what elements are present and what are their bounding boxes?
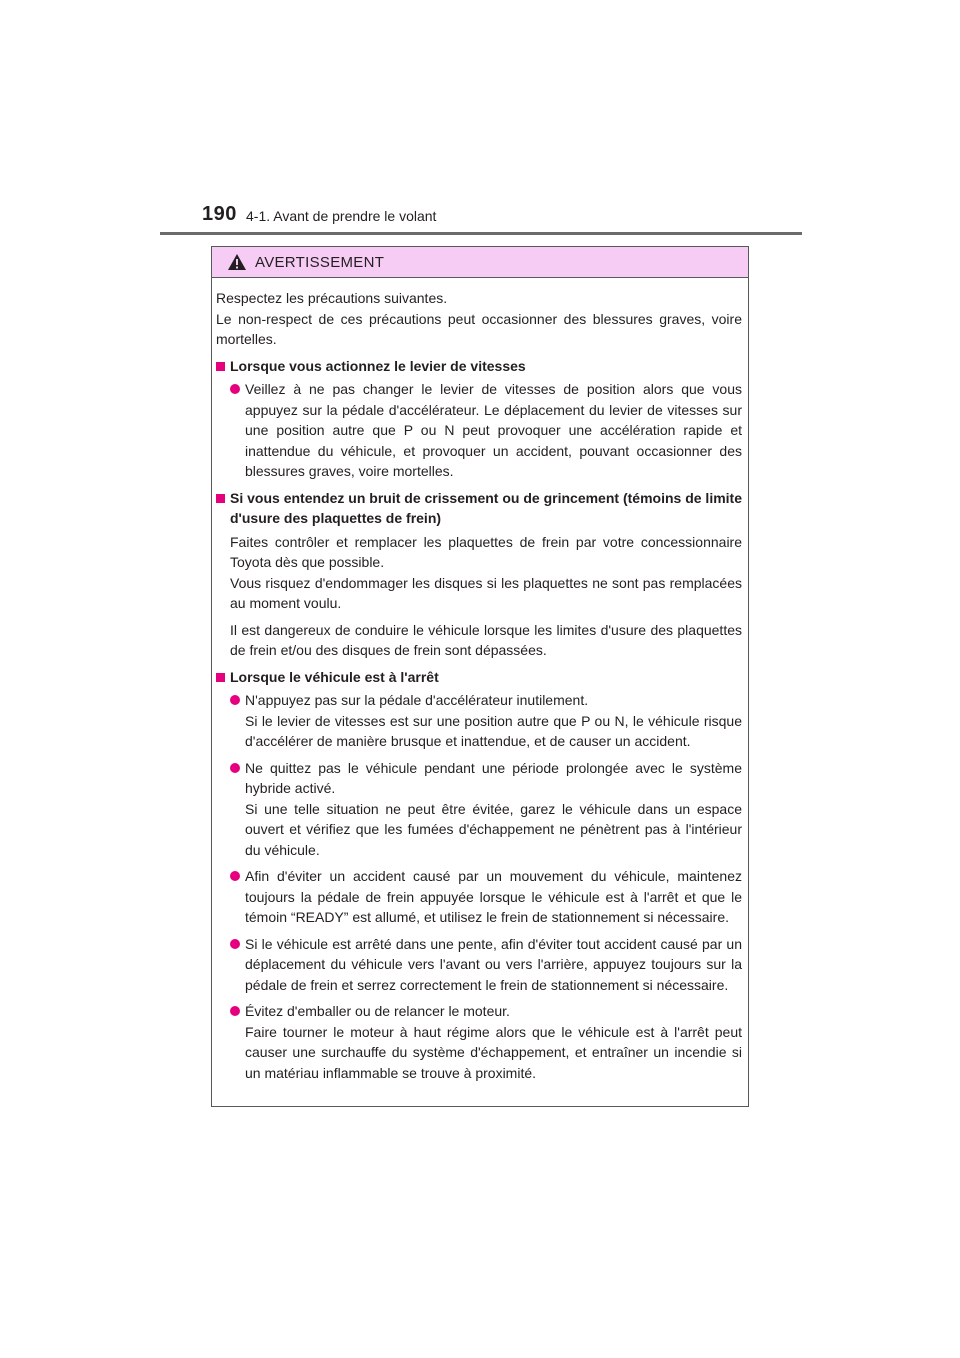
section-heading-text: Lorsque le véhicule est à l'arrêt — [230, 668, 439, 685]
warning-title: AVERTISSEMENT — [255, 253, 385, 271]
warning-intro-text: Respectez les précautions suivantes. Le non-respect de ces précautions peut occasionner des blessures graves, voire mortelles. — [216, 290, 742, 347]
list-item — [230, 866, 742, 928]
bullet-dot-icon — [230, 939, 240, 949]
section-heading-gear-lever — [216, 356, 742, 377]
section-heading-text: Lorsque vous actionnez le levier de vitesses — [230, 357, 526, 374]
bullet-dot-icon — [230, 384, 240, 394]
list-item — [230, 690, 742, 752]
list-item — [230, 934, 742, 996]
section-heading-text: Si vous entendez un bruit de crissement ou de grincement (témoins de limite d'usure des plaquettes de frein) — [230, 489, 742, 526]
bullet-dot-icon — [230, 763, 240, 773]
warning-intro — [216, 288, 742, 350]
header-rule — [160, 232, 802, 235]
bullet-dot-icon — [230, 871, 240, 881]
list-item — [230, 1001, 742, 1083]
list-item-text: Évitez d'emballer ou de relancer le moteur. Faire tourner le moteur à haut régime alors que le véhicule est à l'arrêt peut causer une surchauffe du système d'échappement, et entraîner un incendie si un matériau inflammable se trouve à proximité. — [245, 1003, 742, 1081]
warning-triangle-icon — [227, 253, 247, 271]
section-heading-vehicle-stopped — [216, 667, 742, 688]
list-item-text: Si le véhicule est arrêté dans une pente, afin d'éviter tout accident causé par un déplacement du véhicule vers l'avant ou vers l'arrière, appuyez toujours sur la pédale de frein et serrez correctement le frein de stationnement si nécessaire. — [245, 935, 742, 993]
bullet-dot-icon — [230, 1006, 240, 1016]
list-item-text: Veillez à ne pas changer le levier de vitesses de position alors que vous appuyez sur la pédale d'accélérateur. Le déplacement du levier de vitesses sur une position autre que P ou N peut provoquer une accélération rapide et inattendue du véhicule, et provoquer un accident, pouvant occasionner des blessures graves, voire mortelles. — [245, 381, 742, 479]
paragraph: Il est dangereux de conduire le véhicule lorsque les limites d'usure des plaquettes de frein et/ou des disques de frein sont dépassées. — [230, 621, 742, 658]
square-bullet-icon — [216, 494, 225, 503]
page-number: 190 — [202, 203, 237, 225]
warning-header — [212, 247, 748, 278]
section-title: 4-1. Avant de prendre le volant — [246, 208, 437, 224]
list-item — [230, 379, 742, 482]
square-bullet-icon — [216, 362, 225, 371]
list-item-text: Afin d'éviter un accident causé par un mouvement du véhicule, maintenez toujours la pédale de frein appuyée lorsque le véhicule est à l'arrêt et que le témoin “READY” est allumé, et utilisez le frein de stationnement si nécessaire. — [245, 868, 742, 925]
warning-box — [211, 246, 749, 1107]
list-item-text: Ne quittez pas le véhicule pendant une période prolongée avec le système hybride activé. Si une telle situation ne peut être évitée, garez le véhicule dans un espace ouvert et vérifiez que les fumées d'échappement ne pénètrent pas à l'intérieur du véhicule. — [245, 759, 742, 858]
section-heading-brake-noise — [216, 488, 742, 529]
paragraph: Faites contrôler et remplacer les plaquettes de frein par votre concessionnaire Toyota dès que possible. Vous risquez d'endommager les disques si les plaquettes ne sont pas remplacées au moment voulu. — [230, 533, 742, 611]
warning-body — [212, 278, 748, 1083]
list-item — [230, 758, 742, 861]
square-bullet-icon — [216, 673, 225, 682]
bullet-dot-icon — [230, 695, 240, 705]
list-item-text: N'appuyez pas sur la pédale d'accélérateur inutilement. Si le levier de vitesses est sur une position autre que P ou N, le véhicule risque d'accélérer de manière brusque et inattendue, et de causer un accident. — [245, 692, 742, 749]
